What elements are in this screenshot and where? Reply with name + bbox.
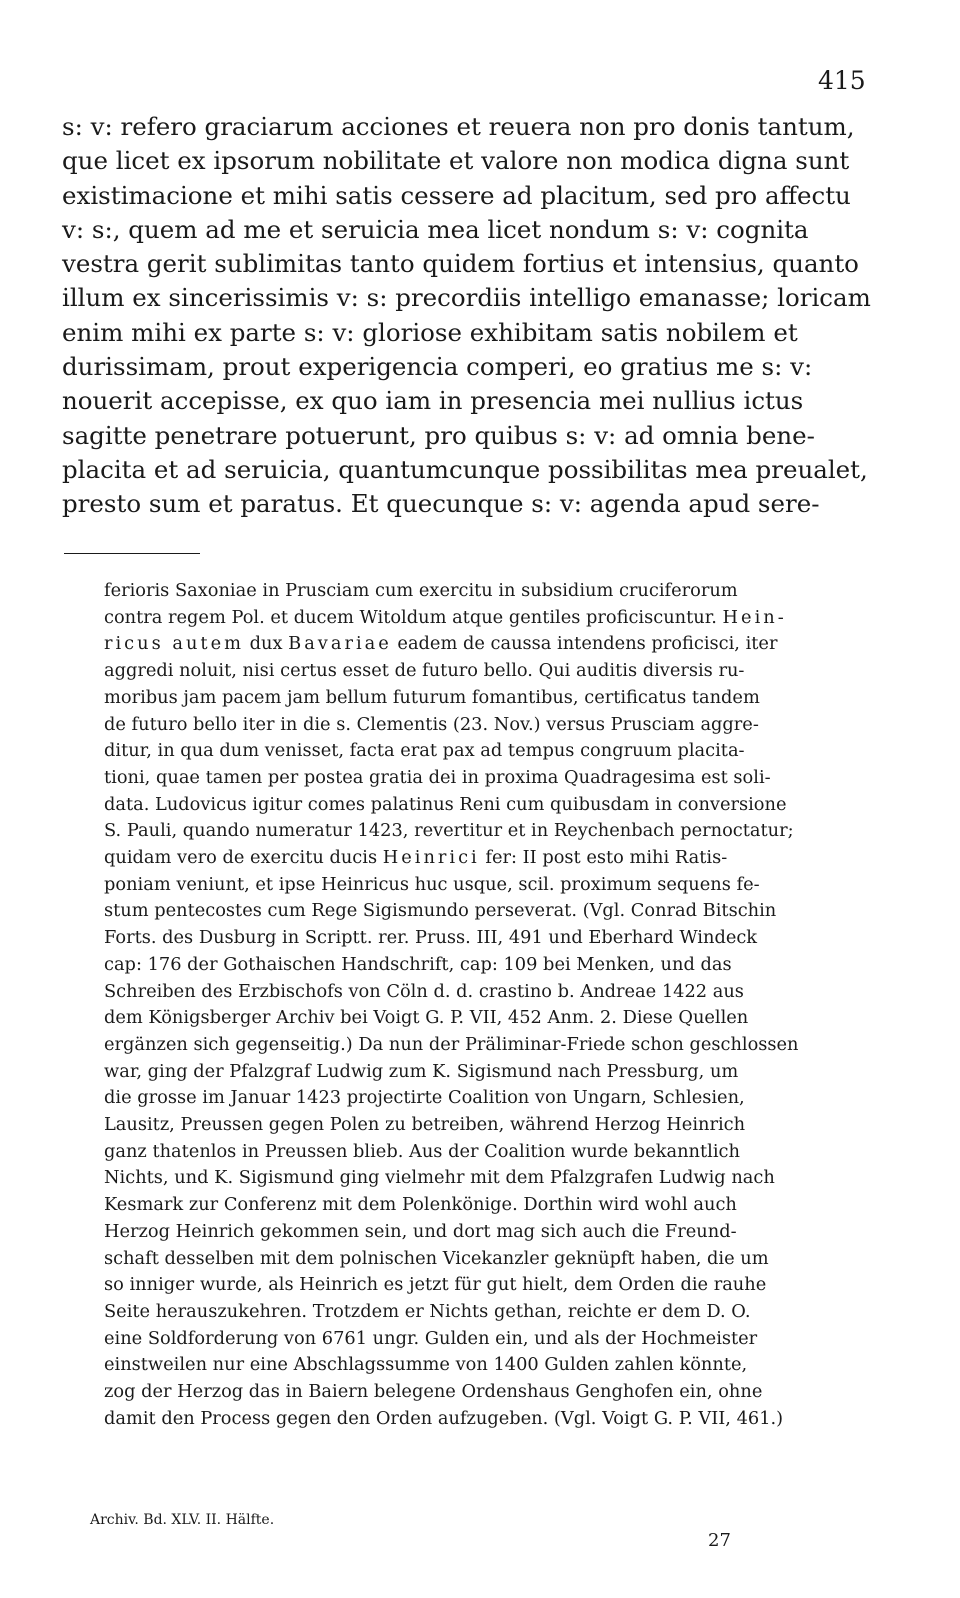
- footnote-line: aggredi noluit, nisi certus esset de futuro bello. Qui auditis diversis ru-: [104, 660, 745, 682]
- footnote-text: contra regem Pol. et ducem Witoldum atque gentiles proficiscuntur.: [104, 606, 717, 628]
- footnote-line: dem Königsberger Archiv bei Voigt G. P. VII, 452 Anm. 2. Diese Quellen: [104, 1007, 749, 1029]
- page-number: 415: [818, 66, 866, 95]
- main-text-line: que licet ex ipsorum nobilitate et valore non modica digna sunt: [62, 146, 850, 176]
- main-text-line: existimacione et mihi satis cessere ad placitum, sed pro affectu: [62, 180, 851, 210]
- footnote-line: S. Pauli, quando numeratur 1423, revertitur et in Reychenbach pernoctatur;: [104, 820, 794, 842]
- main-text: [62, 110, 871, 522]
- footnote-line: ferioris Saxoniae in Prusciam cum exercitu in subsidium cruciferorum: [104, 580, 738, 601]
- footnote-line: zog der Herzog das in Baiern belegene Ordenshaus Genghofen ein, ohne: [104, 1381, 763, 1403]
- footnote-line: Herzog Heinrich gekommen sein, und dort mag sich auch die Freund-: [104, 1220, 737, 1242]
- footnote: [104, 578, 858, 1433]
- main-text-line: durissimam, prout experigencia comperi, eo gratius me s: v:: [62, 352, 813, 382]
- sheet-number: 27: [708, 1530, 731, 1551]
- footnote-line: Forts. des Dusburg in Scriptt. rer. Pruss. III, 491 und Eberhard Windeck: [104, 927, 758, 949]
- main-text-line: presto sum et paratus. Et quecunque s: v: agenda apud sere-: [62, 489, 820, 519]
- footnote-line: cap: 176 der Gothaischen Handschrift, cap: 109 bei Menken, und das: [104, 953, 732, 975]
- footnote-text: quidam vero de exercitu ducis: [104, 847, 383, 869]
- footnote-text: dux: [243, 633, 289, 655]
- footnote-line: [104, 845, 858, 872]
- footnote-line: schaft desselben mit dem polnischen Vicekanzler geknüpft haben, die um: [104, 1247, 769, 1269]
- main-text-line: nouerit accepisse, ex quo iam in presencia mei nullius ictus: [62, 386, 804, 416]
- main-text-line: sagitte penetrare potuerunt, pro quibus s: v: ad omnia bene-: [62, 420, 815, 450]
- footnote-spaced-name: ricus autem: [104, 633, 244, 655]
- footnote-spaced-name: Bavariae: [288, 633, 392, 655]
- footnote-line: einstweilen nur eine Abschlagssumme von 1400 Gulden zahlen könnte,: [104, 1354, 748, 1376]
- footnote-line: Lausitz, Preussen gegen Polen zu betreiben, während Herzog Heinrich: [104, 1114, 746, 1136]
- footnote-line: ditur, in qua dum venisset, facta erat pax ad tempus congruum placita-: [104, 740, 745, 762]
- footnote-line: tioni, quae tamen per postea gratia dei in proxima Quadragesima est soli-: [104, 766, 771, 788]
- footnote-text: fer: II post esto mihi Ratis-: [479, 847, 728, 869]
- main-text-line: enim mihi ex parte s: v: gloriose exhibitam satis nobilem et: [62, 317, 798, 347]
- footnote-line: Seite herauszukehren. Trotzdem er Nichts gethan, reichte er dem D. O.: [104, 1300, 751, 1322]
- footnote-spaced-name: Hein-: [722, 606, 787, 628]
- footnote-separator: [64, 553, 200, 554]
- main-text-line: s: v: refero graciarum acciones et reuera non pro donis tantum,: [62, 112, 855, 141]
- footnote-line: damit den Process gegen den Orden aufzugeben. (Vgl. Voigt G. P. VII, 461.): [104, 1407, 784, 1429]
- main-text-line: v: s:, quem ad me et seruicia mea licet nondum s: v: cognita: [62, 214, 809, 244]
- footnote-line: [104, 605, 858, 632]
- footnote-line: ganz thatenlos in Preussen blieb. Aus der Coalition wurde bekanntlich: [104, 1140, 740, 1162]
- footnote-line: ergänzen sich gegenseitig.) Da nun der Präliminar-Friede schon geschlossen: [104, 1033, 799, 1055]
- footnote-line: so inniger wurde, als Heinrich es jetzt für gut hielt, dem Orden die rauhe: [104, 1274, 767, 1296]
- footnote-line: moribus jam pacem jam bellum futurum fomantibus, certificatus tandem: [104, 686, 760, 708]
- footnote-line: Schreiben des Erzbischofs von Cöln d. d. crastino b. Andreae 1422 aus: [104, 980, 744, 1002]
- footnote-line: poniam veniunt, et ipse Heinricus huc usque, scil. proximum sequens fe-: [104, 873, 760, 895]
- footnote-line: die grosse im Januar 1423 projectirte Coalition von Ungarn, Schlesien,: [104, 1087, 745, 1109]
- footnote-line: stum pentecostes cum Rege Sigismundo perseverat. (Vgl. Conrad Bitschin: [104, 900, 777, 922]
- signature-mark: Archiv. Bd. XLV. II. Hälfte.: [90, 1512, 275, 1528]
- footnote-line: [104, 631, 858, 658]
- main-text-line: vestra gerit sublimitas tanto quidem fortius et intensius, quanto: [62, 249, 859, 279]
- main-text-line: placita et ad seruicia, quantumcunque possibilitas mea preualet,: [62, 454, 868, 484]
- main-text-line: illum ex sincerissimis v: s: precordiis intelligo emanasse; loricam: [62, 283, 871, 313]
- footnote-line: Kesmark zur Conferenz mit dem Polenkönige. Dorthin wird wohl auch: [104, 1194, 737, 1216]
- footnote-spaced-name: Heinrici: [382, 847, 480, 869]
- footnote-line: data. Ludovicus igitur comes palatinus Reni cum quibusdam in conversione: [104, 793, 787, 815]
- footnote-line: Nichts, und K. Sigismund ging vielmehr mit dem Pfalzgrafen Ludwig nach: [104, 1167, 775, 1189]
- footnote-line: eine Soldforderung von 6761 ungr. Gulden ein, und als der Hochmeister: [104, 1327, 758, 1349]
- footnote-line: de futuro bello iter in die s. Clementis (23. Nov.) versus Prusciam aggre-: [104, 713, 759, 735]
- footnote-line: war, ging der Pfalzgraf Ludwig zum K. Sigismund nach Pressburg, um: [104, 1060, 739, 1082]
- footnote-text: eadem de caussa intendens proficisci, iter: [391, 633, 778, 655]
